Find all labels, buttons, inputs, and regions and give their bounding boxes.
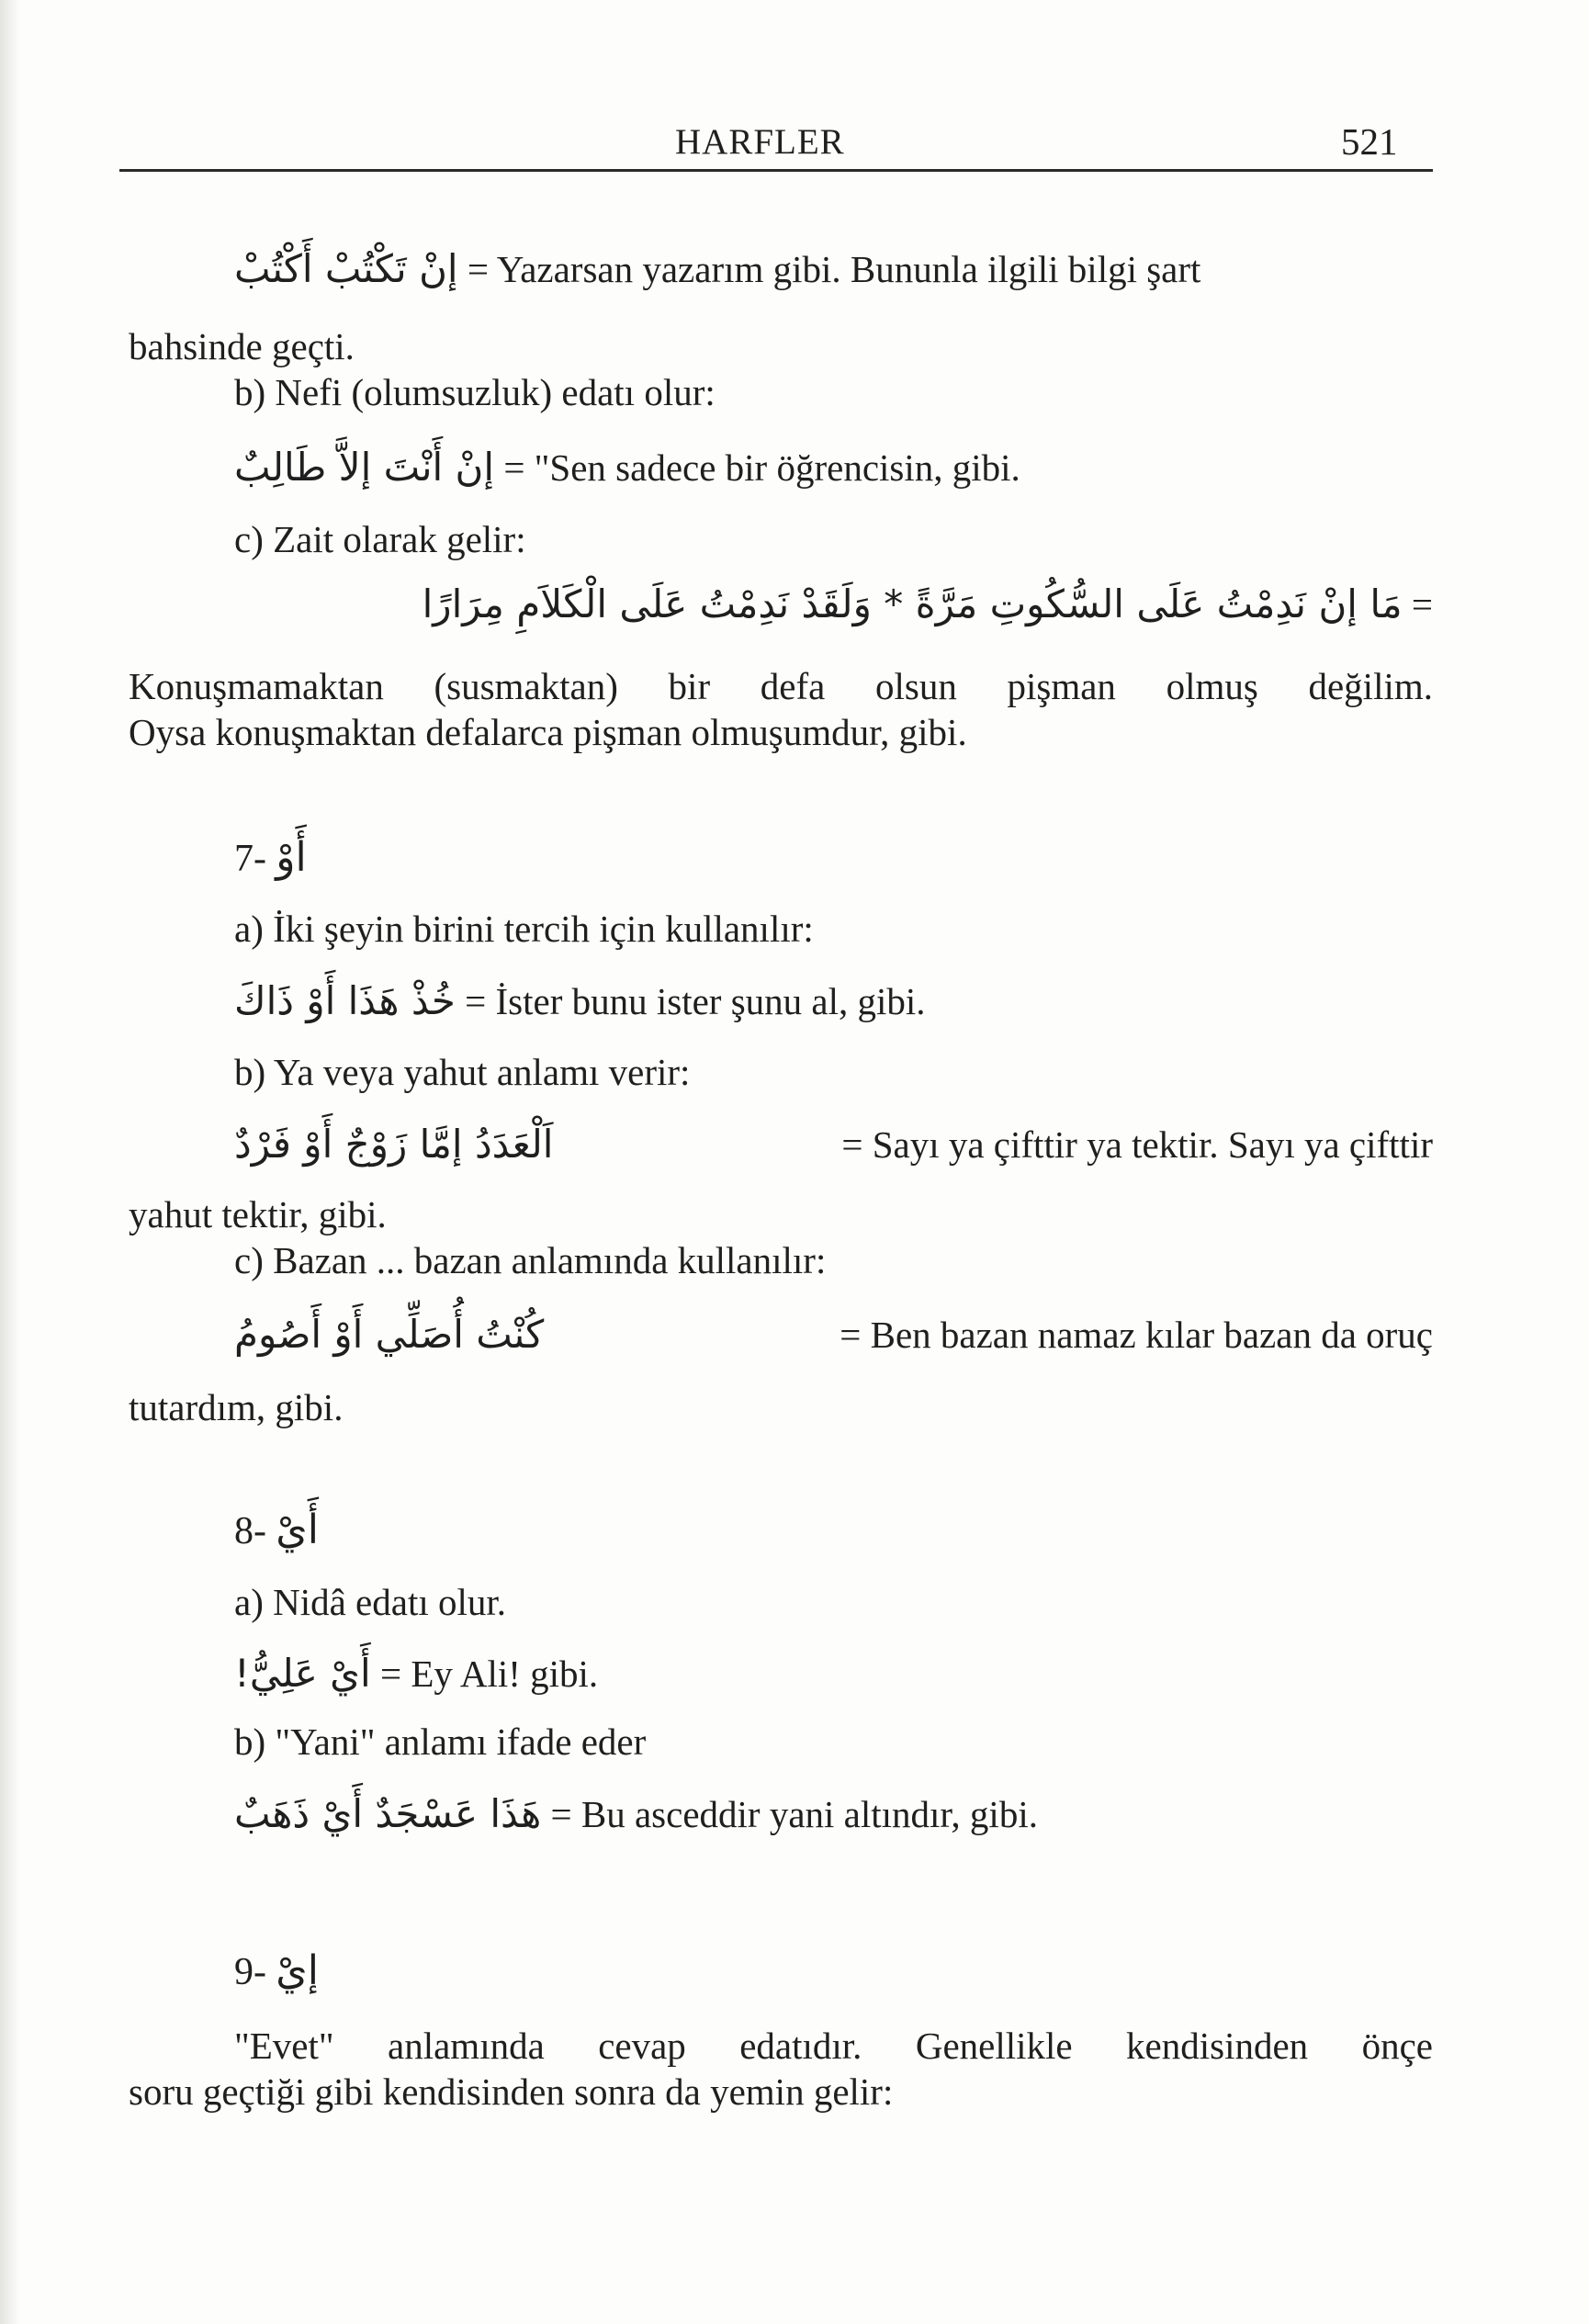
arabic-example: اَلْعَدَدُ إمَّا زَوْجٌ أَوْ فَرْدٌ bbox=[234, 1122, 554, 1167]
translation-text: = Yazarsan yazarım gibi. Bununla ilgili bilgi şart bbox=[467, 248, 1201, 290]
translation-line: Oysa konuşmaktan defalarca pişman olmuşumdur, gibi. bbox=[129, 711, 967, 753]
item-b-heading: b) Nefi (olumsuzluk) edatı olur: bbox=[234, 371, 716, 413]
arabic-example: كُنْتُ أُصَلِّي أَوْ أَصُومُ bbox=[234, 1312, 545, 1357]
example-line-5 bbox=[234, 1312, 1433, 1358]
item-b-heading: b) "Yani" anlamı ifade eder bbox=[234, 1720, 647, 1763]
example-line-4 bbox=[234, 1122, 1433, 1168]
arabic-example: إنْ تَكْتُبْ أَكْتُبْ bbox=[234, 246, 458, 291]
body-line: "Evet" anlamında cevap edatıdır. Genellikle kendisinden önçe bbox=[234, 2025, 1433, 2067]
item-a-heading: a) İki şeyin birini tercih için kullanılır: bbox=[234, 908, 814, 950]
arabic-verse-line bbox=[400, 581, 1433, 627]
item-c-heading: c) Bazan ... bazan anlamında kullanılır: bbox=[234, 1239, 827, 1281]
body-line: yahut tektir, gibi. bbox=[129, 1193, 387, 1235]
translation-text: = "Sen sadece bir öğrencisin, gibi. bbox=[503, 446, 1020, 489]
translation-text: = İster bunu ister şunu al, gibi. bbox=[465, 980, 926, 1022]
header-rule bbox=[119, 169, 1433, 172]
section-7-heading bbox=[234, 834, 307, 883]
section-number: 8- bbox=[234, 1510, 266, 1552]
section-number: 9- bbox=[234, 1951, 266, 1993]
arabic-example: أَيْ عَلِيُّ! bbox=[234, 1651, 371, 1696]
page-edge-shadow bbox=[0, 0, 20, 2324]
section-arabic-particle: أَيْ bbox=[276, 1506, 319, 1553]
body-line: tutardım, gibi. bbox=[129, 1386, 344, 1428]
example-line-2 bbox=[234, 445, 1020, 491]
translation-text: = Bu asceddir yani altındır, gibi. bbox=[550, 1793, 1038, 1835]
section-9-heading bbox=[234, 1947, 319, 1996]
body-line: soru geçtiği gibi kendisinden sonra da yemin gelir: bbox=[129, 2070, 894, 2113]
example-line-3 bbox=[234, 978, 926, 1024]
example-line-1 bbox=[234, 246, 1200, 292]
section-number: 7- bbox=[234, 838, 266, 880]
body-line: bahsinde geçti. bbox=[129, 325, 355, 367]
item-a-heading: a) Nidâ edatı olur. bbox=[234, 1581, 507, 1623]
running-header-title: HARFLER bbox=[675, 122, 845, 162]
section-arabic-particle: إيْ bbox=[276, 1947, 319, 1994]
arabic-example: خُذْ هَذَا أَوْ ذَاكَ bbox=[234, 978, 456, 1023]
arabic-example: إنْ أَنْتَ إلاَّ طَالِبٌ bbox=[234, 445, 495, 490]
example-line-6 bbox=[234, 1651, 598, 1697]
page-number: 521 bbox=[1341, 120, 1398, 163]
example-line-7 bbox=[234, 1791, 1038, 1837]
translation-text: = Sayı ya çifttir ya tektir. Sayı ya çifttir bbox=[841, 1123, 1433, 1166]
translation-text: = Ey Ali! gibi. bbox=[379, 1653, 599, 1695]
arabic-example: هَذَا عَسْجَدٌ أَيْ ذَهَبٌ bbox=[234, 1791, 542, 1836]
translation-line: Konuşmamaktan (susmaktan) bir defa olsun pişman olmuş değilim. bbox=[129, 665, 1433, 707]
item-c-heading: c) Zait olarak gelir: bbox=[234, 518, 526, 560]
section-8-heading bbox=[234, 1506, 319, 1555]
translation-text: = Ben bazan namaz kılar bazan da oruç bbox=[840, 1314, 1433, 1356]
equals-sign: = bbox=[1411, 583, 1433, 626]
section-arabic-particle: أَوْ bbox=[276, 834, 307, 881]
item-b-heading: b) Ya veya yahut anlamı verir: bbox=[234, 1051, 691, 1093]
arabic-verse: مَا إنْ نَدِمْتُ عَلَى السُّكُوتِ مَرَّةً * وَلَقَدْ نَدِمْتُ عَلَى الْكَلاَمِ مِرَارًا bbox=[422, 581, 1403, 626]
